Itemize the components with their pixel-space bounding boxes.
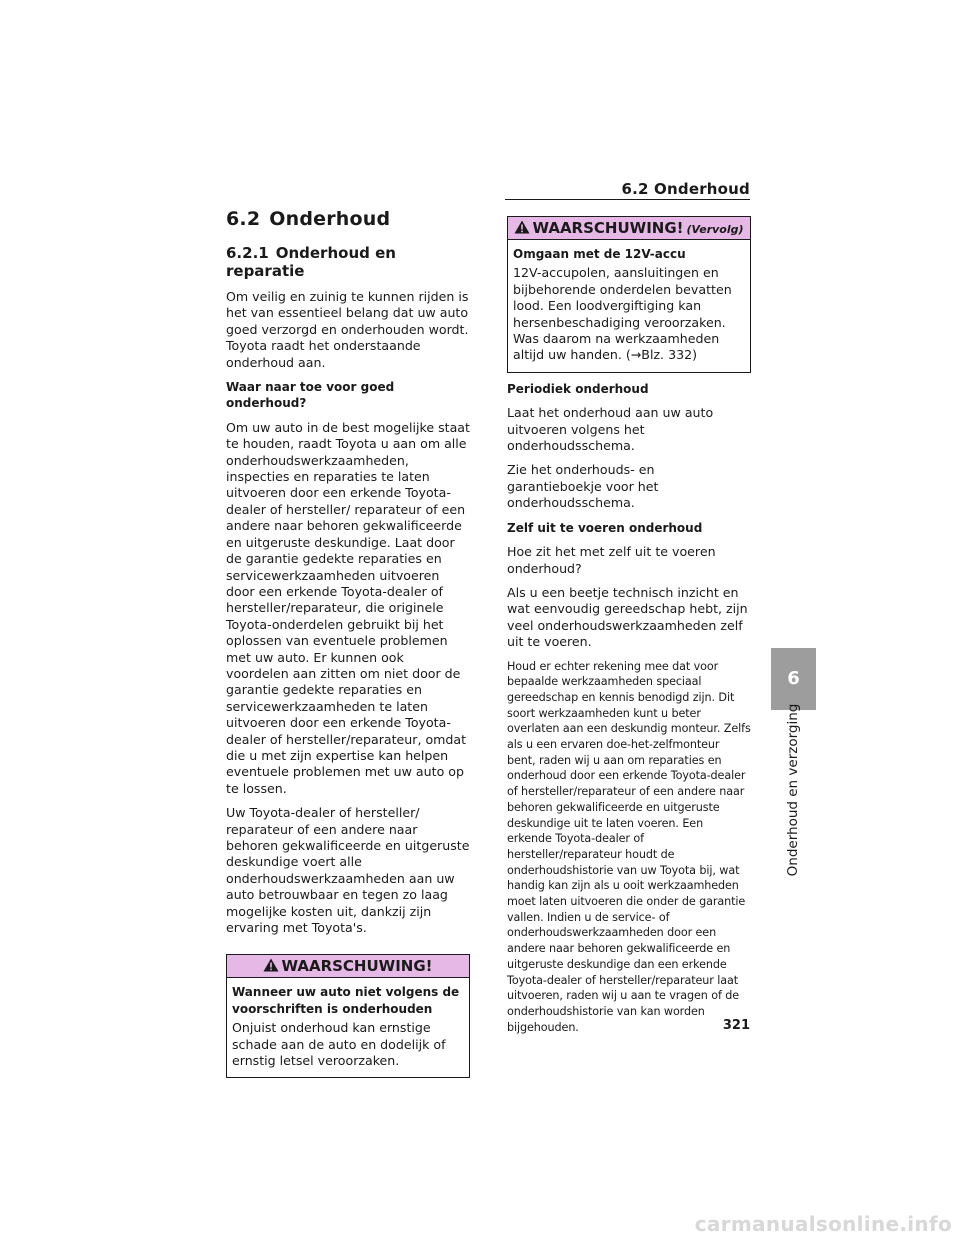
reliability-paragraph: Uw Toyota-dealer of hersteller/ reparateur of een andere naar behoren gekwalificeerde en uitgeruste deskundige voert alle onderhoudswerkzaamheden aan uw auto betrouwbaar en tegen zo laag mogelijke kosten uit, dankzij zijn ervaring met Toyota's. (226, 805, 470, 936)
self-paragraph-3: Houd er echter rekening mee dat voor bepaalde werkzaamheden speciaal gereedschap en kennis benodigd zijn. Dit soort werkzaamheden kunt u beter overlaten aan een deskundig monteur. Zelfs als u een ervaren doe-het-zelfmonteur bent, raden wij u aan om reparaties en onderhoud door een erkende Toyota-dealer of hersteller/reparateur of een andere naar behoren gekwalificeerde en uitgeruste deskundige uit te laten voeren. Een erkende Toyota-dealer of hersteller/reparateur houdt de onderhoudshistorie van uw Toyota bij, wat handig kan zijn als u ooit werkzaamheden moet laten uitvoeren die onder de garantie vallen. Indien u de service- of onderhoudswerkzaamheden door een andere naar behoren gekwalificeerde en uitgeruste deskundige dan een erkende Toyota-dealer of hersteller/reparateur laat uitvoeren, raden wij u aan te vragen of de onderhoudshistorie van kan worden bijgehouden. (507, 659, 751, 1034)
self-maintenance-heading: Zelf uit te voeren onderhoud (507, 520, 703, 535)
subsection-number: 6.2.1 (226, 244, 269, 262)
intro-paragraph: Om veilig en zuinig te kunnen rijden is het van essentieel belang dat uw auto goed verzorgd en onderhouden wordt. Toyota raadt het onderstaande onderhoud aan. (226, 289, 469, 370)
warning-triangle-icon (263, 958, 279, 976)
warning-box-maintenance (226, 954, 470, 1078)
warning-continued: (Vervolg) (686, 223, 744, 236)
periodic-paragraph-2: Zie het onderhouds- en garantieboekje voor het onderhoudsschema. (507, 462, 659, 511)
warning-box-battery (507, 216, 751, 373)
warning-text: 12V-accupolen, aansluitingen en bijbehorende onderdelen bevatten lood. Een loodvergiftiging kan hersenbeschadiging veroorzaken. Was daarom na werkzaamheden altijd uw handen. (→Blz. 332) (513, 265, 732, 363)
self-paragraph-2: Als u een beetje technisch inzicht en wat eenvoudig gereedschap hebt, zijn veel onderhoudswerkzaamheden zelf uit te voeren. (507, 584, 748, 650)
warning-text: Onjuist onderhoud kan ernstige schade aan de auto en dodelijk of ernstig letsel veroorzaken. (232, 1020, 446, 1069)
warning-body (508, 240, 750, 372)
watermark: carmanualsonline.info (694, 1212, 952, 1236)
running-header: 6.2 Onderhoud (621, 180, 750, 198)
header-rule (505, 199, 750, 200)
warning-title-bar (227, 955, 469, 978)
chapter-label: Onderhoud en verzorging (785, 703, 801, 877)
warning-body (227, 978, 469, 1077)
section-title-text: Onderhoud (269, 208, 391, 230)
chapter-tab: 6 (771, 648, 816, 710)
self-paragraph-1: Hoe zit het met zelf uit te voeren onderhoud? (507, 544, 716, 576)
left-column (226, 208, 470, 1086)
dealer-paragraph: Om uw auto in de best mogelijke staat te houden, raadt Toyota u aan om alle onderhoudswerkzaamheden, inspecties en reparaties te laten uitvoeren door een erkende Toyota-dealer of hersteller/ reparateur of een andere naar behoren gekwalificeerde en uitgeruste deskundige. Laat door de garantie gedekte reparaties en servicewerkzaamheden uitvoeren door een erkende Toyota-dealer of hersteller/reparateur, die originele Toyota-onderdelen gebruikt bij het oplossen van eventuele problemen met uw auto. Er kunnen ook voordelen aan zitten om niet door de garantie gedekte reparaties en servicewerkzaamheden te laten uitvoeren door een erkende Toyota-dealer of hersteller/reparateur, omdat die u met zijn expertise kan helpen eventuele problemen met uw auto op te lossen. (226, 419, 470, 796)
periodic-paragraph-1: Laat het onderhoud aan uw auto uitvoeren volgens het onderhoudsschema. (507, 405, 714, 454)
subsection-title-text: Onderhoud en reparatie (226, 244, 396, 280)
warning-heading: Wanneer uw auto niet volgens de voorschriften is onderhouden (232, 985, 460, 1016)
section-title (226, 208, 470, 230)
warning-triangle-icon (514, 220, 530, 238)
subsection-title (226, 244, 470, 280)
warning-heading: Omgaan met de 12V-accu (513, 247, 686, 261)
warning-title: WAARSCHUWING! (532, 219, 684, 237)
page-number: 321 (722, 1018, 750, 1033)
question-heading: Waar naar toe voor goed onderhoud? (226, 380, 395, 411)
section-number: 6.2 (226, 208, 261, 230)
warning-title: WAARSCHUWING! (281, 957, 433, 976)
periodic-heading: Periodiek onderhoud (507, 381, 649, 396)
warning-title-bar-continued (508, 217, 750, 240)
right-column (507, 208, 751, 1043)
